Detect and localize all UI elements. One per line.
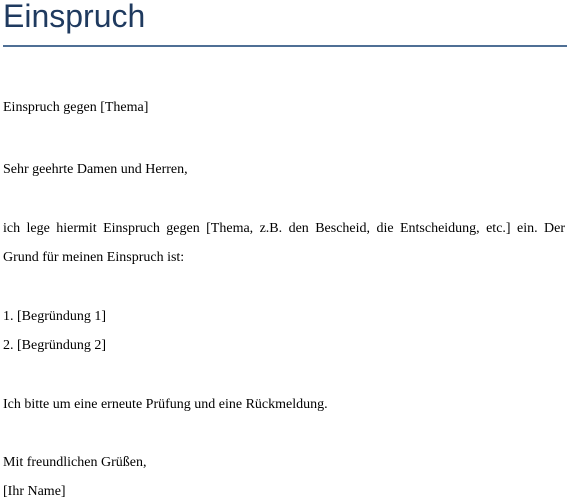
body-text-line-2: Grund für meinen Einspruch ist:	[3, 250, 185, 265]
body-text-line-1: ich lege hiermit Einspruch gegen [Thema, z.B. den Bescheid, die Entscheidung, etc.] ein. Der	[3, 221, 565, 236]
request-line: Ich bitte um eine erneute Prüfung und eine Rückmeldung.	[3, 397, 328, 412]
subject-line: Einspruch gegen [Thema]	[3, 100, 149, 115]
reason-item-1: 1. [Begründung 1]	[3, 309, 107, 324]
closing-line: Mit freundlichen Grüßen,	[3, 455, 147, 470]
reason-item-2: 2. [Begründung 2]	[3, 338, 107, 353]
title-underline	[3, 45, 567, 47]
salutation: Sehr geehrte Damen und Herren,	[3, 162, 188, 177]
signature-placeholder: [Ihr Name]	[3, 484, 66, 499]
document-title: Einspruch	[3, 0, 146, 34]
